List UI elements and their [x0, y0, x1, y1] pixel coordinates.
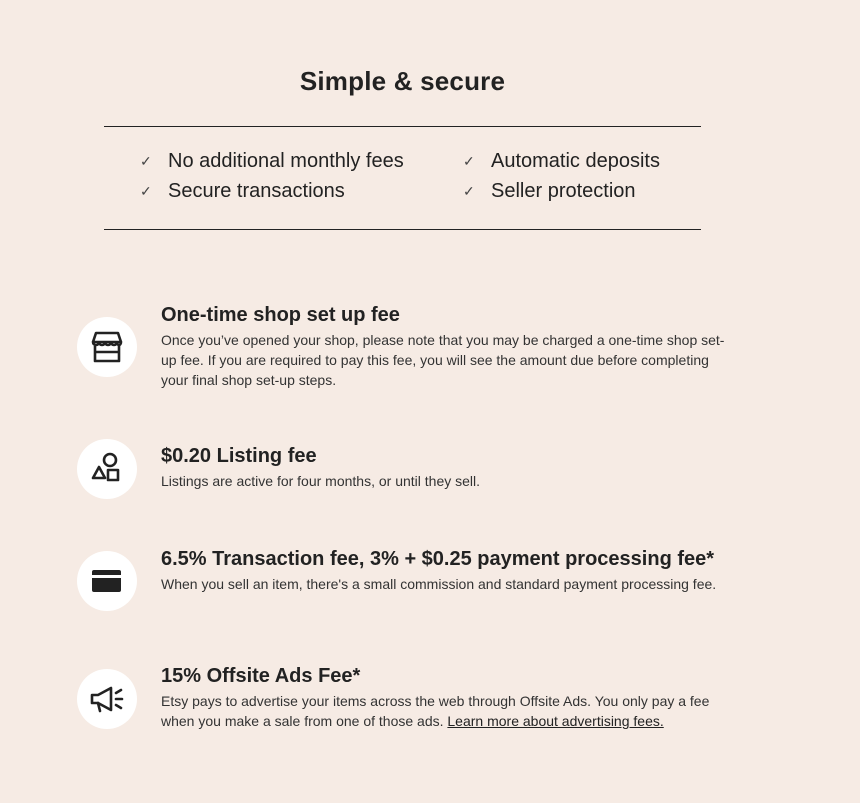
fee-description [161, 691, 733, 731]
check-icon: ✓ [140, 152, 152, 169]
benefits-list [138, 149, 698, 203]
top-divider [104, 126, 701, 127]
benefit-label: Seller protection [491, 179, 636, 202]
learn-more-advertising-fees-link[interactable]: Learn more about advertising fees. [447, 713, 664, 729]
fee-title: One-time shop set up fee [161, 304, 400, 326]
benefit-item [461, 179, 698, 203]
shop-icon [77, 317, 137, 377]
fee-description: When you sell an item, there's a small commission and standard payment processing fee. [161, 576, 717, 592]
fee-description: Listings are active for four months, or until they sell. [161, 473, 481, 489]
shapes-icon [77, 439, 137, 499]
check-icon: ✓ [463, 182, 475, 199]
benefit-item [138, 149, 461, 173]
benefit-item [461, 149, 698, 173]
fee-title: 15% Offsite Ads Fee* [161, 665, 361, 687]
card-icon [77, 551, 137, 611]
fee-description-text: Etsy pays to advertise your items across the web through Offsite Ads. You only pay a fee when you make a sale from one of those ads. [161, 693, 710, 729]
fee-title: 6.5% Transaction fee, 3% + $0.25 payment processing fee* [161, 548, 715, 570]
benefit-label: Secure transactions [168, 179, 345, 202]
megaphone-icon [77, 669, 137, 729]
benefit-item [138, 179, 461, 203]
fee-title: $0.20 Listing fee [161, 445, 317, 467]
fee-description: Once you’ve opened your shop, please note that you may be charged a one-time shop set-up fee. If you are required to pay this fee, you will see the amount due before completing your final shop set-up steps. [161, 332, 725, 388]
check-icon: ✓ [463, 152, 475, 169]
page-title: Simple & secure [299, 65, 506, 96]
benefit-label: Automatic deposits [491, 149, 660, 172]
check-icon: ✓ [140, 182, 152, 199]
benefit-label: No additional monthly fees [168, 149, 404, 172]
bottom-divider [104, 229, 701, 230]
